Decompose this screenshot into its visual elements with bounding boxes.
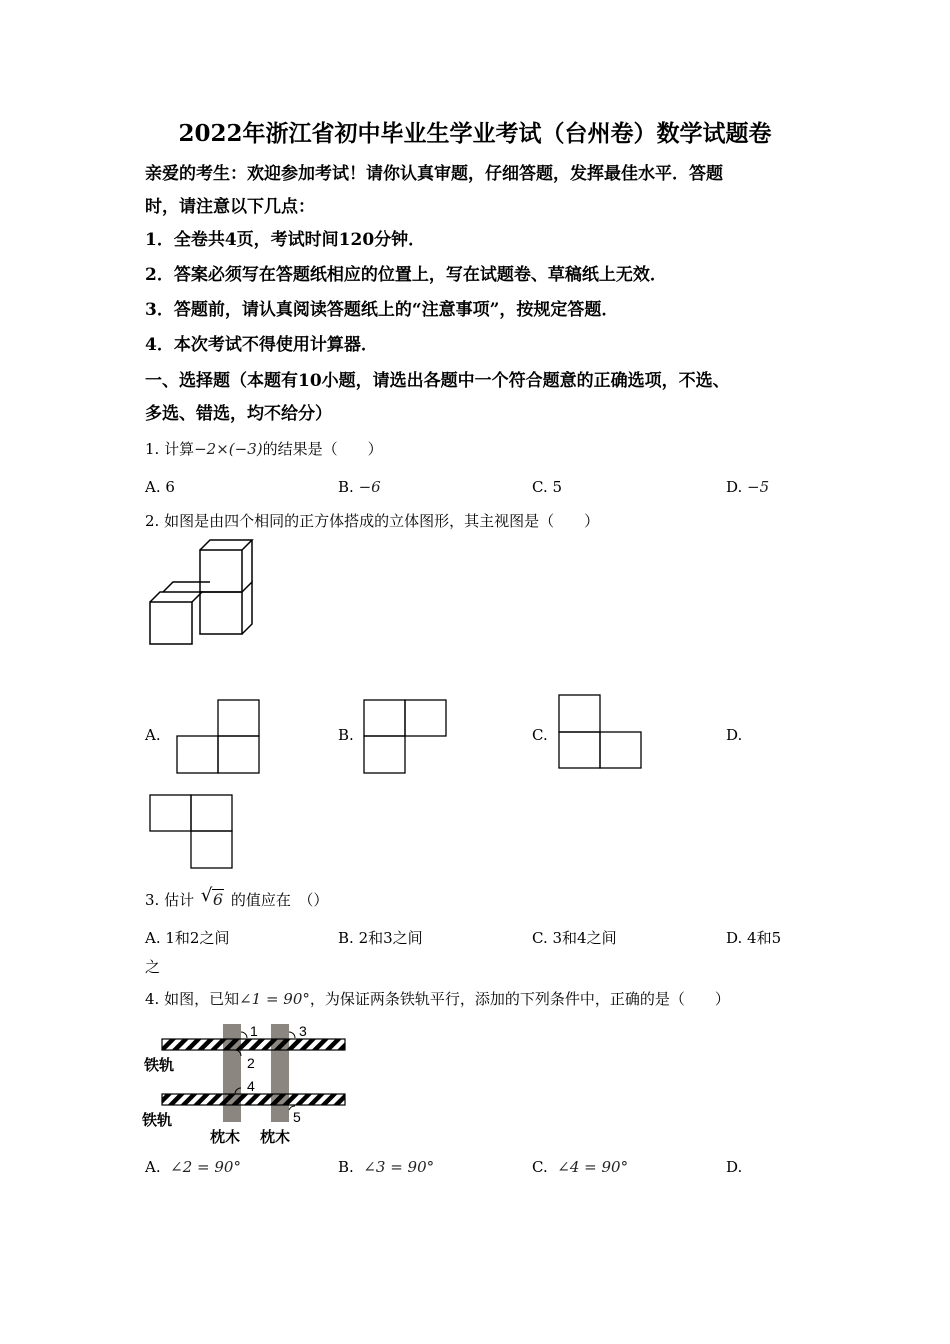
sleeper-label-left: 枕木: [210, 1128, 241, 1146]
angle-label-2: 2: [247, 1055, 255, 1071]
angle-label-5: 5: [293, 1109, 301, 1125]
q3-option-c[interactable]: [532, 927, 617, 948]
q1-prefix: 1. 计算: [145, 440, 195, 458]
intro-line-1: 亲爱的考生：欢迎参加考试！请你认真审题，仔细答题，发挥最佳水平．答题: [145, 164, 723, 184]
note-2: 2．答案必须写在答题纸相应的位置上，写在试题卷、草稿纸上无效．: [145, 265, 667, 285]
q3-option-b-text: 2和3之间: [358, 929, 423, 947]
note-4: 4．本次考试不得使用计算器．: [145, 335, 378, 355]
q1-option-c-text: 5: [552, 478, 563, 496]
q3-option-d-wrap: 之: [145, 958, 161, 976]
q1-option-d[interactable]: [726, 478, 769, 496]
q1-option-b-text: −6: [358, 478, 381, 496]
q3-option-a-label: A.: [145, 929, 161, 947]
q1-suffix: 的结果是（ ）: [262, 440, 383, 458]
q4-option-c-text: ∠4 = 90°: [557, 1158, 629, 1176]
q3-option-c-label: C.: [532, 929, 548, 947]
sleeper-label-right: 枕木: [260, 1128, 291, 1146]
rail-label-top: 铁轨: [144, 1056, 175, 1074]
q3-prefix: 3. 估计: [145, 891, 195, 909]
q2-cube-figure: [147, 540, 257, 650]
q2-option-b-label[interactable]: B.: [338, 726, 354, 744]
angle-label-4: 4: [247, 1078, 255, 1094]
section-heading-2: 多选、错选，均不给分）: [145, 404, 332, 424]
q2-option-b-figure[interactable]: [363, 699, 447, 774]
q3-option-a[interactable]: [145, 927, 229, 948]
angle-label-1: 1: [250, 1023, 258, 1039]
q2-option-c-figure[interactable]: [558, 694, 642, 769]
q4-option-b-text: ∠3 = 90°: [363, 1158, 435, 1176]
q1-option-b-label: B.: [338, 478, 354, 496]
q4-option-c-label: C.: [532, 1158, 548, 1176]
q2-stem: 2. 如图是由四个相同的正方体搭成的立体图形，其主视图是（ ）: [145, 512, 600, 530]
q3-option-c-text: 3和4之间: [552, 929, 617, 947]
q2-option-d-label[interactable]: D.: [726, 726, 743, 744]
q4-option-a-text: ∠2 = 90°: [170, 1158, 241, 1176]
rail-bottom: [162, 1094, 345, 1105]
q4-suffix: ，为保证两条铁轨平行，添加的下列条件中，正确的是（ ）: [309, 990, 730, 1008]
q4-stem: [145, 988, 730, 1009]
q2-option-c-label[interactable]: C.: [532, 726, 548, 744]
q4-prefix: 4. 如图，已知: [145, 990, 240, 1008]
q3-option-d-label: D.: [726, 929, 743, 947]
angle-label-3: 3: [299, 1023, 307, 1039]
q4-expression: ∠1 = 90°: [239, 990, 310, 1008]
q3-sqrt: [200, 885, 224, 909]
q3-option-d-text: 4和5: [747, 929, 782, 947]
q1-option-a[interactable]: [145, 478, 175, 496]
q1-option-d-text: −5: [747, 478, 770, 496]
q1-stem: [145, 438, 383, 459]
q4-option-c[interactable]: [532, 1158, 628, 1176]
q3-stem: [145, 885, 329, 910]
q4-option-b-label: B.: [338, 1158, 354, 1176]
q4-option-d[interactable]: [726, 1158, 742, 1176]
q2-option-a-figure[interactable]: [176, 699, 260, 774]
q3-suffix: 的值应在 （）: [230, 891, 329, 909]
q3-option-a-text: 1和2之间: [165, 929, 230, 947]
q1-expression: −2×(−3): [194, 440, 263, 458]
q1-option-d-label: D.: [726, 478, 743, 496]
q2-option-a-label[interactable]: A.: [145, 726, 161, 744]
q3-option-b-label: B.: [338, 929, 354, 947]
q1-option-a-text: 6: [165, 478, 175, 496]
note-1: 1．全卷共4页，考试时间120分钟．: [145, 230, 426, 250]
q4-option-d-label: D.: [726, 1158, 743, 1176]
q1-option-a-label: A.: [145, 478, 161, 496]
note-3: 3．答题前，请认真阅读答题纸上的“注意事项”，按规定答题．: [145, 300, 619, 320]
q3-option-b[interactable]: [338, 927, 423, 948]
q3-radicand: 6: [212, 890, 224, 909]
section-heading-1: 一、选择题（本题有10小题，请选出各题中一个符合题意的正确选项，不选、: [145, 371, 730, 391]
sqrt-icon: √: [200, 885, 213, 906]
q1-option-c-label: C.: [532, 478, 548, 496]
q4-option-b[interactable]: [338, 1158, 434, 1176]
q3-option-d[interactable]: [726, 927, 781, 948]
q1-option-b[interactable]: [338, 478, 381, 496]
q4-option-a[interactable]: [145, 1158, 241, 1176]
rail-label-bottom: 铁轨: [142, 1111, 173, 1129]
rail-top: [162, 1039, 345, 1050]
q4-option-a-label: A.: [145, 1158, 161, 1176]
q1-option-c[interactable]: [532, 478, 562, 496]
q4-rail-figure: [140, 1018, 350, 1146]
intro-line-2: 时，请注意以下几点：: [145, 197, 315, 217]
page-title: 2022年浙江省初中毕业生学业考试（台州卷）数学试题卷: [178, 120, 772, 147]
q2-option-d-figure[interactable]: [149, 794, 233, 869]
